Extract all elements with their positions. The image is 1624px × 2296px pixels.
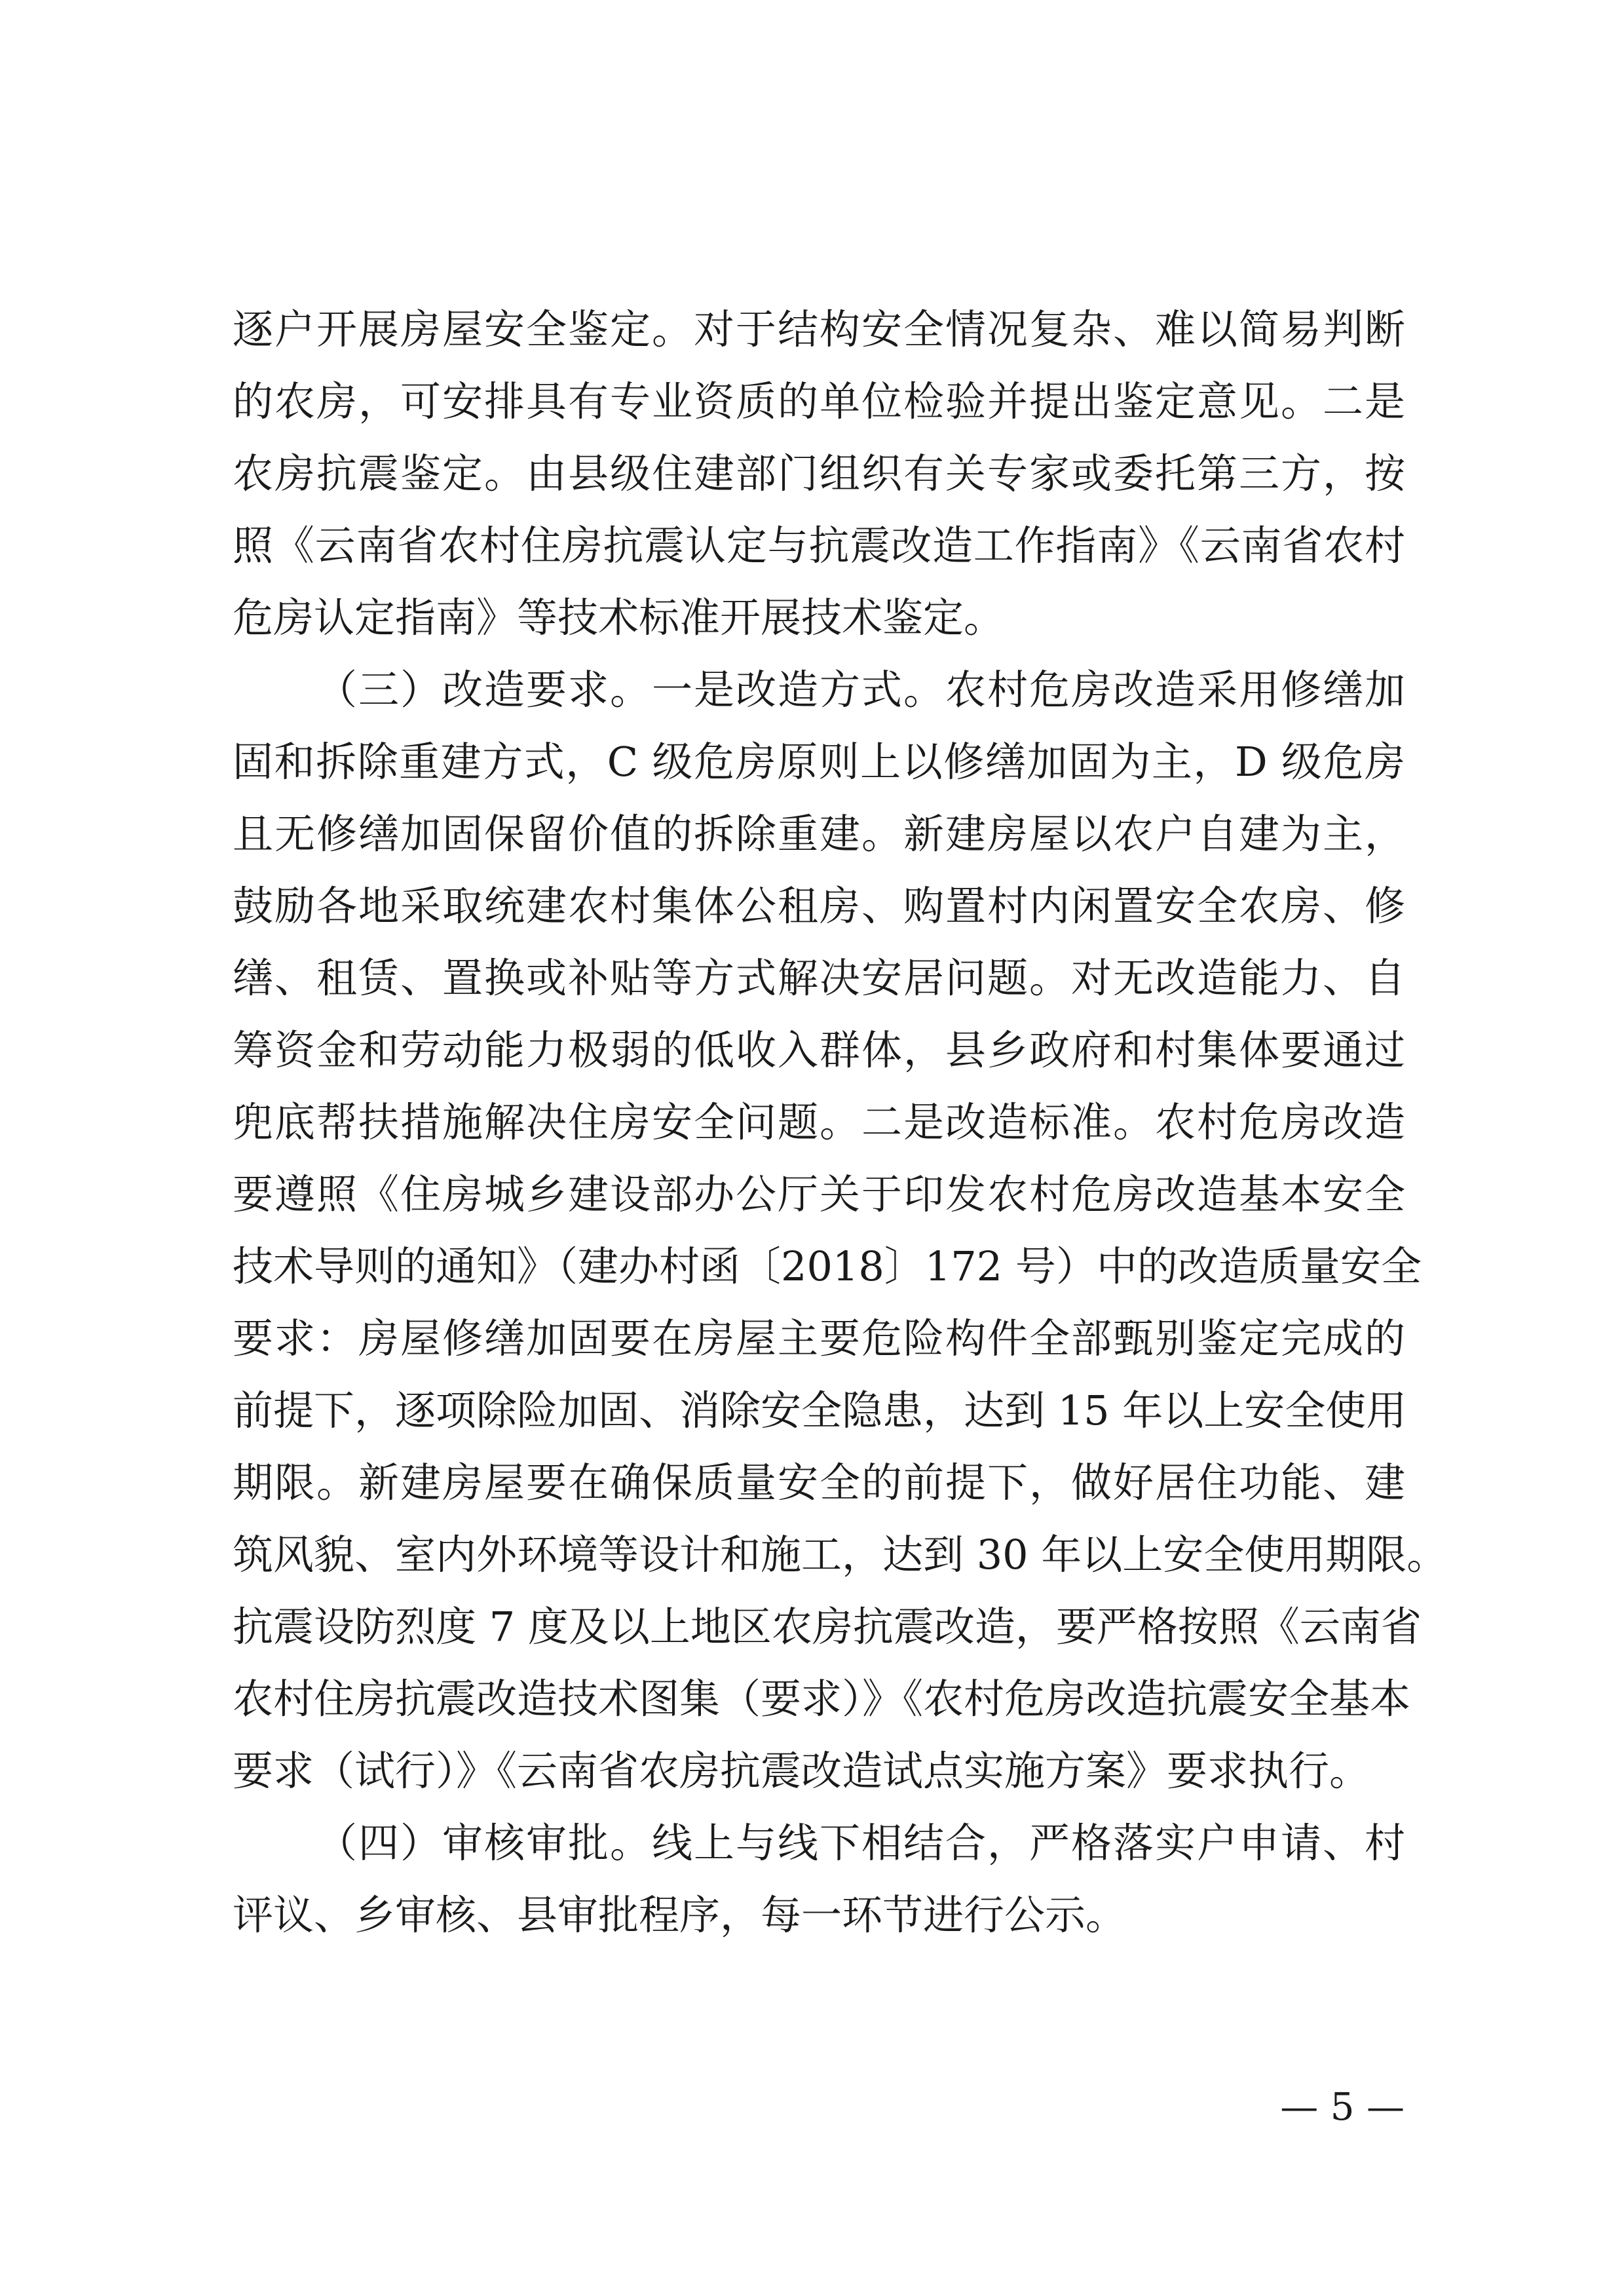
text-line: 的农房，可安排具有专业资质的单位检验并提出鉴定意见。二是 [233,377,1405,425]
text-line: 要求（试行）》《云南省农房抗震改造试点实施方案》要求执行。 [233,1747,1370,1795]
text-line: 缮、租赁、置换或补贴等方式解决安居问题。对无改造能力、自 [233,954,1405,1002]
text-line: 要遵照《住房城乡建设部办公厅关于印发农村危房改造基本安全 [233,1170,1405,1218]
text-line: 抗震设防烈度 7 度及以上地区农房抗震改造，要严格按照《云南省 [233,1603,1422,1651]
text-line: 危房认定指南》等技术标准开展技术鉴定。 [233,594,1005,641]
section-heading-line: （三）改造要求。一是改造方式。农村危房改造采用修缮加 [316,666,1405,714]
text-line: 期限。新建房屋要在确保质量安全的前提下，做好居住功能、建 [233,1459,1405,1506]
text-line: 固和拆除重建方式，C 级危房原则上以修缮加固为主，D 级危房 [233,738,1405,786]
text-line: 筹资金和劳动能力极弱的低收入群体，县乡政府和村集体要通过 [233,1026,1405,1074]
section-heading-line: （四）审核审批。线上与线下相结合，严格落实户申请、村 [316,1819,1405,1867]
text-line: 农房抗震鉴定。由县级住建部门组织有关专家或委托第三方，按 [233,450,1405,497]
text-line: 前提下，逐项除险加固、消除安全隐患，达到 15 年以上安全使用 [233,1387,1407,1434]
text-line: 且无修缮加固保留价值的拆除重建。新建房屋以农户自建为主， [233,810,1405,858]
text-line: 鼓励各地采取统建农村集体公租房、购置村内闲置安全农房、修 [233,882,1405,930]
text-line: 技术导则的通知》（建办村函〔2018〕172 号）中的改造质量安全 [233,1242,1422,1290]
text-line: 评议、乡审核、县审批程序，每一环节进行公示。 [233,1891,1127,1939]
text-line: 兜底帮扶措施解决住房安全问题。二是改造标准。农村危房改造 [233,1098,1405,1146]
text-line: 逐户开展房屋安全鉴定。对于结构安全情况复杂、难以简易判断 [233,305,1405,353]
text-line: 要求：房屋修缮加固要在房屋主要危险构件全部甄别鉴定完成的 [233,1314,1405,1362]
text-line: 筑风貌、室内外环境等设计和施工，达到 30 年以上安全使用期限。 [233,1531,1448,1578]
text-line: 农村住房抗震改造技术图集（要求）》《农村危房改造抗震安全基本 [233,1675,1411,1723]
text-line: 照《云南省农村住房抗震认定与抗震改造工作指南》《云南省农村 [233,522,1405,569]
page-number: — 5 — [1280,2084,1405,2129]
body-text [233,294,1448,1951]
